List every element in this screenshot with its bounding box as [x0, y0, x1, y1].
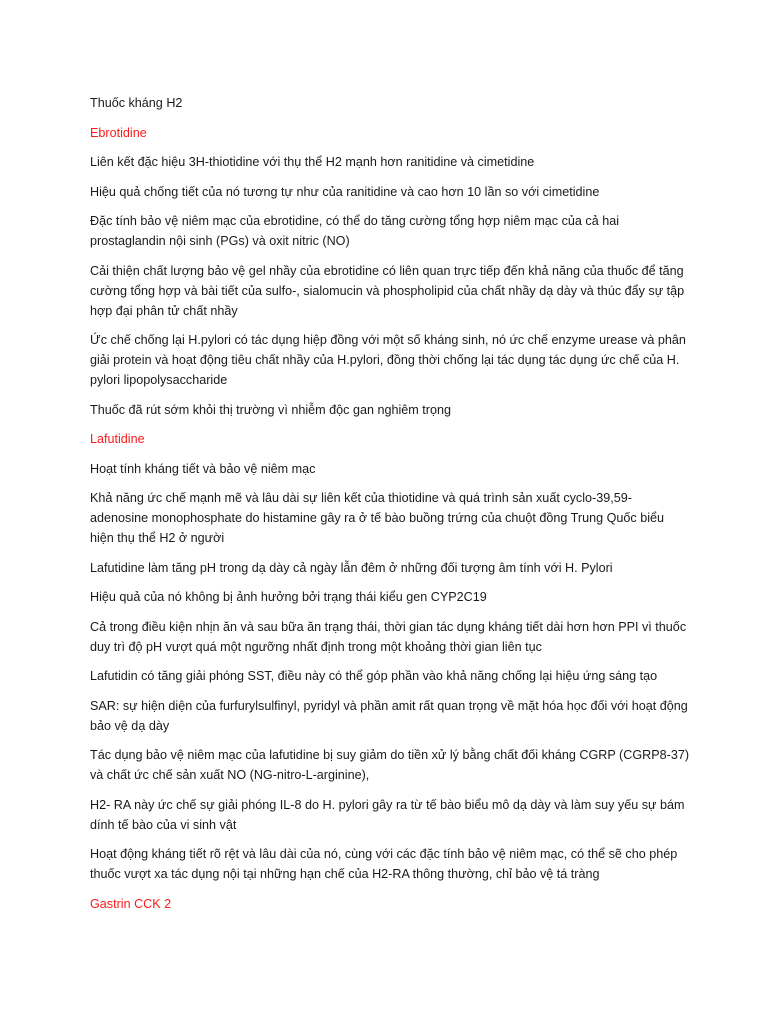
- paragraph: SAR: sự hiện diện của furfurylsulfinyl, pyridyl và phần amit rất quan trọng về mặt hóa học đối với hoạt động bảo vệ dạ dày: [90, 698, 688, 733]
- paragraph: Hoạt động kháng tiết rõ rệt và lâu dài của nó, cùng với các đặc tính bảo vệ niêm mạc, có thể sẽ cho phép thuốc vượt xa tác dụng nội tại những hạn chế của H2-RA thông thường, chỉ bảo vệ tá tràng: [90, 847, 678, 881]
- paragraph: Hiệu quả chống tiết của nó tương tự như của ranitidine và cao hơn 10 lần so với cimetidine: [90, 184, 600, 199]
- section-heading-lafutidine: Lafutidine: [90, 432, 145, 446]
- document-body: [90, 93, 690, 923]
- paragraph: Thuốc đã rút sớm khỏi thị trường vì nhiễm độc gan nghiêm trọng: [90, 402, 451, 417]
- paragraph: Lafutidine làm tăng pH trong dạ dày cả ngày lẫn đêm ở những đối tượng âm tính với H. Pylori: [90, 560, 613, 575]
- paragraph: Lafutidin có tăng giải phóng SST, điều này có thể góp phần vào khả năng chống lại hiệu ứng sáng tạo: [90, 669, 658, 683]
- paragraph: Khả năng ức chế mạnh mẽ và lâu dài sự liên kết của thiotidine và quá trình sản xuất cyclo-39,59-adenosine monophosphate do histamine gây ra ở tế bào buồng trứng của chuột đồng Trung Quốc biểu hiện thụ thể H2 ở người: [90, 491, 665, 545]
- paragraph: Cả trong điều kiện nhịn ăn và sau bữa ăn trạng thái, thời gian tác dụng kháng tiết dài hơn hơn PPI vì thuốc duy trì độ pH vượt quá một ngưỡng nhất định trong một khoảng thời gian liên tục: [90, 619, 687, 654]
- paragraph: Hiệu quả của nó không bị ảnh hưởng bởi trạng thái kiểu gen CYP2C19: [90, 590, 487, 604]
- paragraph: Đặc tính bảo vệ niêm mạc của ebrotidine, có thể do tăng cường tổng hợp niêm mạc của cả hai prostaglandin nội sinh (PGs) và oxit nitric (NO): [90, 214, 619, 248]
- paragraph: Liên kết đặc hiệu 3H-thiotidine với thụ thể H2 mạnh hơn ranitidine và cimetidine: [90, 155, 535, 169]
- document-title: Thuốc kháng H2: [90, 96, 183, 110]
- paragraph: Hoạt tính kháng tiết và bảo vệ niêm mạc: [90, 461, 316, 476]
- paragraph: H2- RA này ức chế sự giải phóng IL-8 do H. pylori gây ra từ tế bào biểu mô dạ dày và làm suy yếu sự bám dính tế bào của vi sinh vật: [90, 797, 685, 832]
- section-heading-gastrin-cck2: Gastrin CCK 2: [90, 896, 172, 911]
- section-heading-ebrotidine: Ebrotidine: [90, 125, 147, 140]
- paragraph: Tác dụng bảo vệ niêm mạc của lafutidine bị suy giảm do tiền xử lý bằng chất đối kháng CGRP (CGRP8-37) và chất ức chế sản xuất NO (NG-nitro-L-arginine),: [90, 748, 690, 782]
- paragraph: Ức chế chống lại H.pylori có tác dụng hiệp đồng với một số kháng sinh, nó ức chế enzyme urease và phân giải protein và hoạt động tiêu chất nhầy của H.pylori, đồng thời chống lại tác dụng tác dụng ức chế của H. pylori lipopolysaccharide: [90, 333, 686, 387]
- paragraph: Cải thiện chất lượng bảo vệ gel nhầy của ebrotidine có liên quan trực tiếp đến khả năng của thuốc để tăng cường tổng hợp và bài tiết của sulfo-, sialomucin và phospholipid của chất nhầy dạ dày và thúc đẩy sự tập hợp đại phân tử chất nhầy: [90, 263, 685, 318]
